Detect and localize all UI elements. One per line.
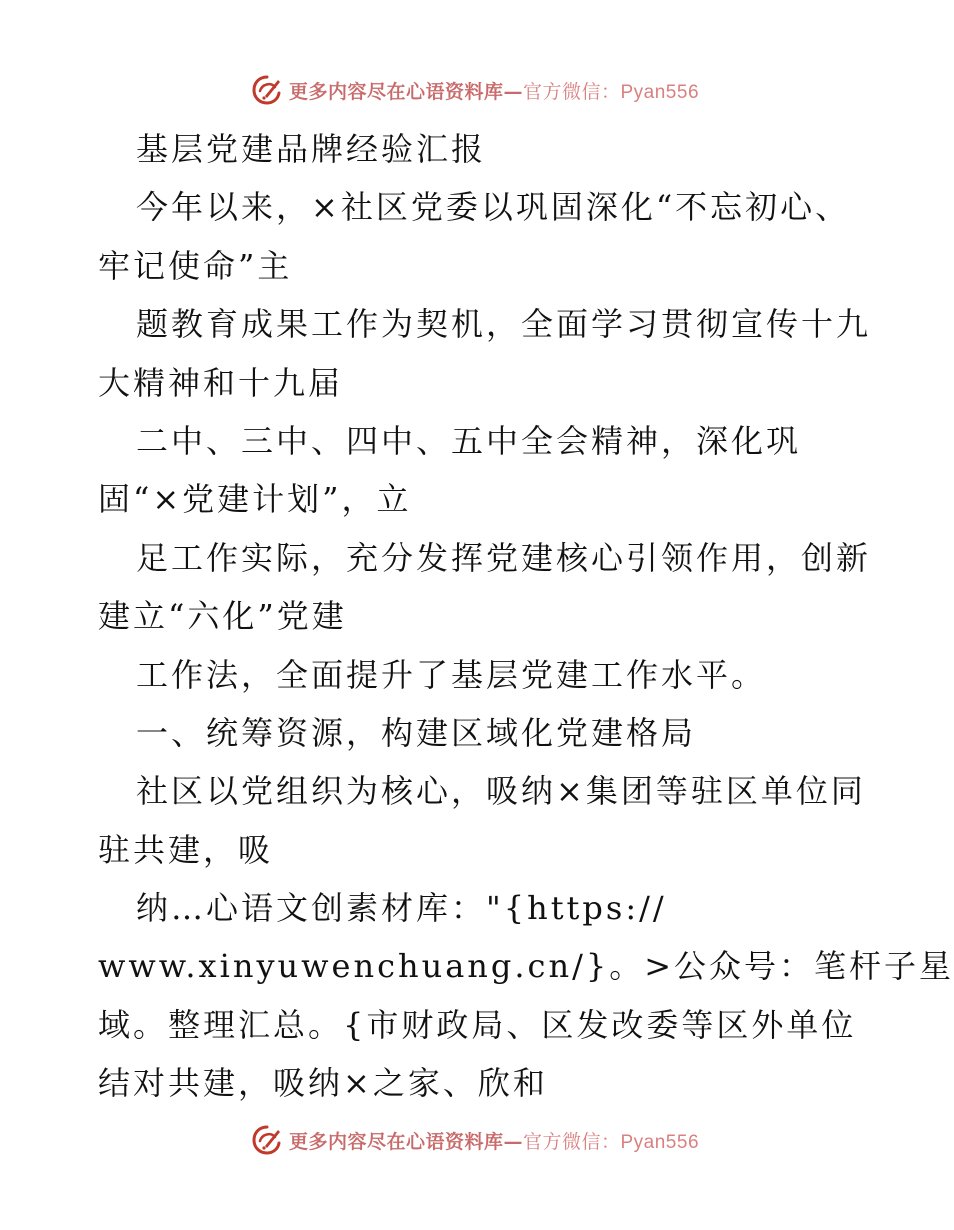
banner-separator: —: [503, 80, 523, 103]
paragraph-line: 社区以党组织为核心，吸纳×集团等驻区单位同: [136, 772, 866, 811]
paragraph-line: 足工作实际，充分发挥党建核心引领作用，创新: [136, 538, 872, 577]
paragraph-line: 固“×党建计划”，立: [98, 480, 412, 519]
banner-separator: —: [503, 1130, 523, 1153]
paragraph-line: 结对共建，吸纳×之家、欣和: [98, 1064, 548, 1103]
paragraph-line: 大精神和十九届: [98, 363, 344, 402]
red-pen-swirl-logo-icon: [251, 1124, 283, 1156]
banner-text: [289, 77, 699, 104]
paragraph-line: 驻共建，吸: [98, 830, 274, 869]
banner-text: [289, 1127, 699, 1154]
document-title: 基层党建品牌经验汇报: [136, 130, 487, 168]
paragraph-line: 二中、三中、四中、五中全会精神，深化巩: [136, 421, 802, 460]
document-body: [98, 120, 954, 1113]
paragraph-line: 建立“六化”党建: [98, 597, 347, 636]
banner-contact-text: 官方微信：Pyan556: [523, 81, 700, 103]
section-heading: 一、统筹资源，构建区域化党建格局: [136, 713, 697, 752]
banner-main-text: 更多内容尽在心语资料库: [288, 80, 504, 103]
paragraph-line: www.xinyuwenchuang.cn/}。>公众号：笔杆子星: [98, 947, 954, 986]
paragraph-line: 牢记使命”主: [98, 246, 293, 285]
paragraph-line: 今年以来，×社区党委以巩固深化“不忘初心、: [136, 188, 851, 227]
red-pen-swirl-logo-icon: [251, 74, 283, 106]
header-banner: [0, 70, 950, 110]
banner-main-text: 更多内容尽在心语资料库: [288, 1130, 504, 1153]
banner-contact-text: 官方微信：Pyan556: [523, 1131, 700, 1153]
paragraph-line: 题教育成果工作为契机，全面学习贯彻宣传十九: [136, 305, 872, 344]
paragraph-line: 工作法，全面提升了基层党建工作水平。: [136, 655, 767, 694]
footer-banner: [0, 1120, 950, 1160]
paragraph-line: 域。整理汇总。{市财政局、区发改委等区外单位: [98, 1005, 857, 1044]
paragraph-line: 纳…心语文创素材库："{https://: [136, 889, 667, 928]
